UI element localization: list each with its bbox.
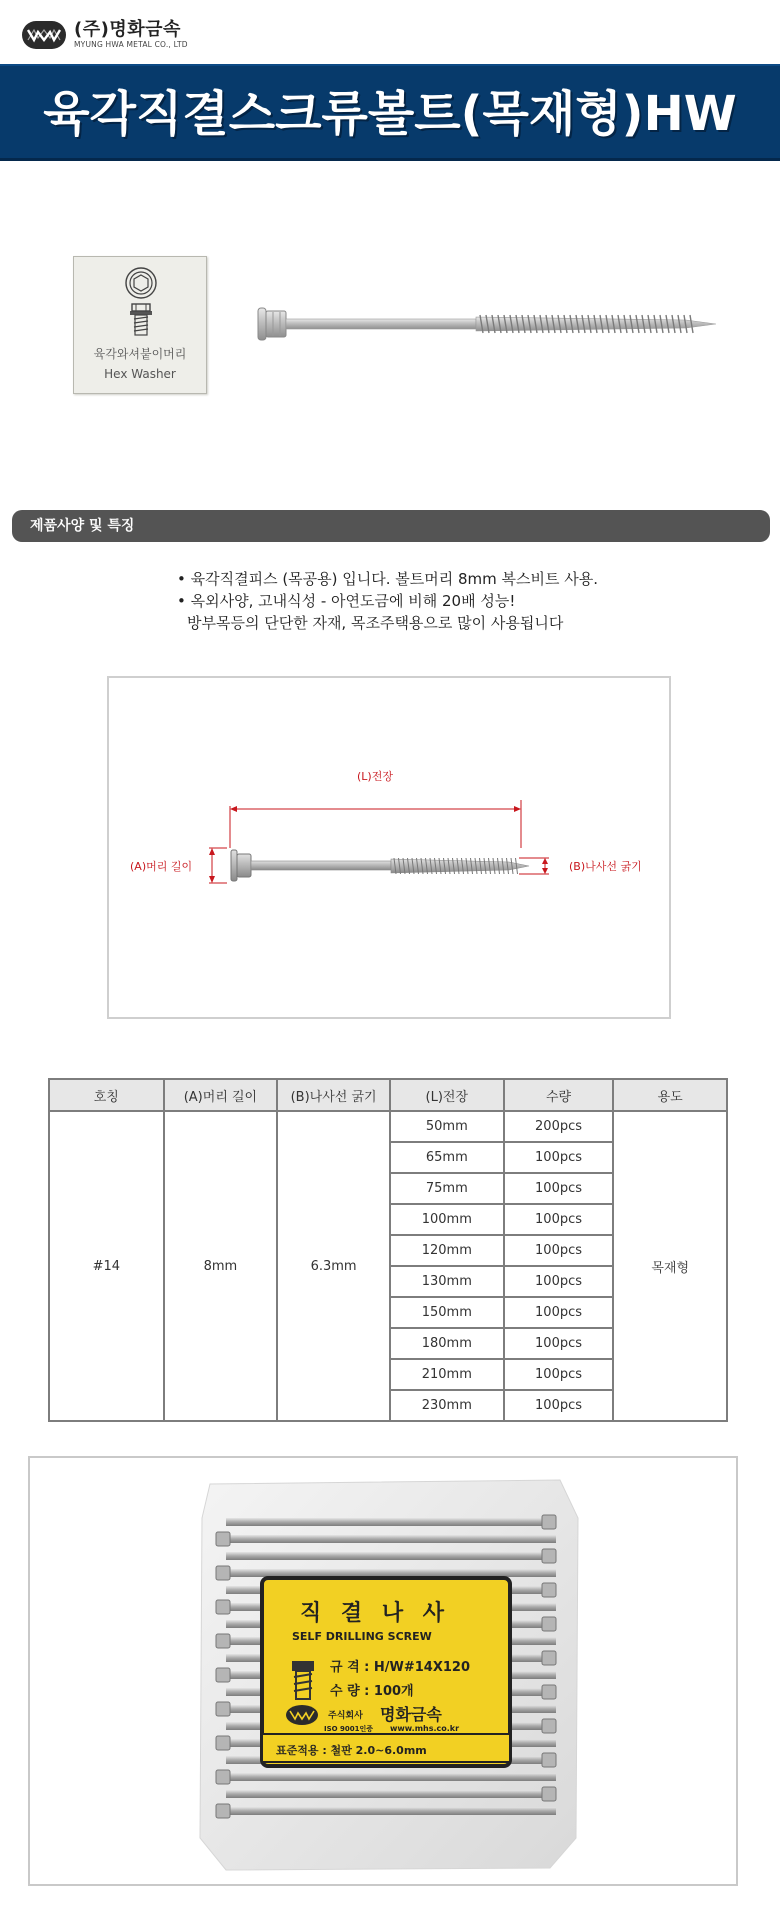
table-row (49, 1111, 727, 1142)
cell-length: 210mm (390, 1359, 504, 1390)
cell-quantity: 100pcs (504, 1297, 614, 1328)
feature-line-3: 방부목등의 단단한 자재, 목조주택용으로 많이 사용됩니다 (187, 614, 564, 632)
header-quantity: 수량 (504, 1079, 614, 1111)
cell-length: 100mm (390, 1204, 504, 1235)
cell-length: 150mm (390, 1297, 504, 1328)
package-subtitle: SELF DRILLING SCREW (292, 1630, 432, 1643)
dimension-diagram (107, 676, 671, 1019)
cell-quantity: 100pcs (504, 1359, 614, 1390)
cell-quantity: 100pcs (504, 1328, 614, 1359)
cell-quantity: 100pcs (504, 1266, 614, 1297)
title-banner (0, 64, 780, 161)
page-title: 육각직결스크류볼트(목재형)HW (43, 86, 737, 142)
thread-diameter-label: (B)나사선 굵기 (569, 860, 642, 873)
section-header-bar (12, 510, 770, 542)
cell-length: 130mm (390, 1266, 504, 1297)
head-type-label-en: Hex Washer (104, 367, 176, 381)
package-url: www.mhs.co.kr (390, 1724, 460, 1733)
cell-length: 65mm (390, 1142, 504, 1173)
head-length-label: (A)머리 길이 (130, 860, 193, 873)
head-type-box (73, 256, 207, 394)
package-spec: 규 격 : H/W#14X120 (330, 1660, 471, 1675)
package-photo (28, 1456, 738, 1886)
table-header-row (49, 1079, 727, 1111)
package-title: 직 결 나 사 (300, 1601, 450, 1626)
cell-thread: 6.3mm (277, 1111, 390, 1421)
header-head-length: (A)머리 길이 (164, 1079, 278, 1111)
cell-length: 180mm (390, 1328, 504, 1359)
cell-quantity: 200pcs (504, 1111, 614, 1142)
cell-length: 120mm (390, 1235, 504, 1266)
cell-length: 230mm (390, 1390, 504, 1421)
screw-product-image (256, 300, 716, 348)
header-length: (L)전장 (390, 1079, 504, 1111)
head-type-label-ko: 육각와셔붙이머리 (93, 347, 187, 361)
header-size: 호칭 (49, 1079, 164, 1111)
package-iso: ISO 9001인증 (324, 1725, 374, 1733)
logo-name: (주)명화금속 (74, 19, 181, 41)
cell-head-length: 8mm (164, 1111, 278, 1421)
cell-size: #14 (49, 1111, 164, 1421)
feature-list (177, 568, 598, 634)
package-quantity: 수 량 : 100개 (330, 1684, 414, 1699)
package-company: 명화금속 (380, 1705, 442, 1724)
cell-length: 75mm (390, 1173, 504, 1204)
cell-quantity: 100pcs (504, 1235, 614, 1266)
logo-subtitle: MYUNG HWA METAL CO., LTD (74, 40, 188, 50)
cell-quantity: 100pcs (504, 1204, 614, 1235)
package-company-prefix: 주식회사 (328, 1711, 363, 1721)
spec-table (48, 1078, 728, 1422)
hex-washer-icon (121, 265, 161, 341)
package-bottom-note: 표준적용 : 철판 2.0~6.0mm (276, 1744, 427, 1757)
cell-use: 목재형 (613, 1111, 727, 1421)
cell-quantity: 100pcs (504, 1173, 614, 1204)
company-logo (22, 18, 188, 52)
cell-quantity: 100pcs (504, 1142, 614, 1173)
section-title: 제품사양 및 특징 (30, 518, 135, 534)
feature-line-1: • 육각직결피스 (목공용) 입니다. 볼트머리 8mm 복스비트 사용. (177, 570, 599, 588)
cell-length: 50mm (390, 1111, 504, 1142)
logo-emblem-icon (22, 21, 66, 49)
header-use: 용도 (613, 1079, 727, 1111)
feature-line-2: • 옥외사양, 고내식성 - 아연도금에 비해 20배 성능! (177, 592, 516, 610)
cell-quantity: 100pcs (504, 1390, 614, 1421)
header-thread: (B)나사선 굵기 (277, 1079, 390, 1111)
length-label: (L)전장 (357, 770, 393, 783)
